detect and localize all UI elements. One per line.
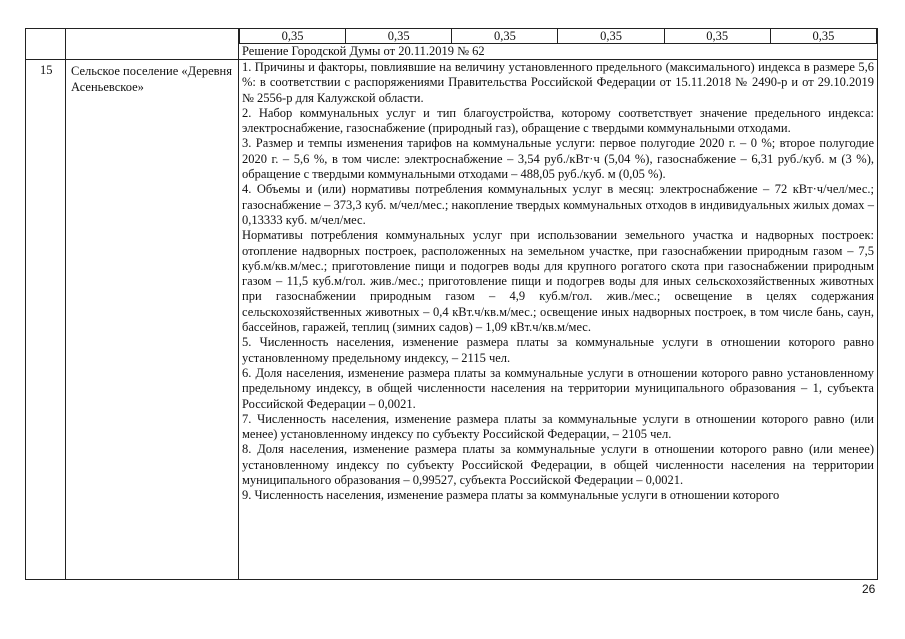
rate-value: 0,35 <box>664 29 770 44</box>
previous-row <box>26 29 878 60</box>
paragraph: 4. Объемы и (или) нормативы потребления коммунальных услуг в месяц: электроснабжение – 72 кВт·ч/чел/мес.; газоснабжение – 373,3 куб. м/чел/мес.; накопление твердых коммунальных отходов в индивидуальных жилых домах – 0,13333 куб. м/чел/мес. <box>242 182 874 227</box>
paragraph: 8. Доля населения, изменение размера платы за коммунальные услуги в отношении которого равно (или менее) установленному индексу по субъекту Российской Федерации, в общей численности населения на территории муниципального образования – 0,99527, субъекта Российской Федерации – 0,0021. <box>242 442 874 488</box>
prev-number-cell <box>26 29 66 60</box>
table-row <box>26 60 878 580</box>
prev-name-cell <box>66 29 239 60</box>
paragraph: 6. Доля населения, изменение размера платы за коммунальные услуги в отношении которого равно установленному предельному индексу, в общей численности населения на территории муниципального образования – 1, субъекта Российской Федерации – 0,0021. <box>242 365 874 411</box>
row-content <box>239 60 878 580</box>
paragraph: 1. Причины и факторы, повлиявшие на величину установленного предельного (максимального) индекса в размере 5,6 %: в соответствии с распоряжениями Правительства Российской Федерации от 15.11.2018 № 2490-р и от 29.10.2019 № 2556-р для Калужской области. <box>242 60 874 105</box>
main-table <box>25 28 878 580</box>
paragraph: 5. Численность населения, изменение размера платы за коммунальные услуги в отношении которого равно установленному предельному индексу, – 2115 чел. <box>242 335 874 365</box>
page-number: 26 <box>862 582 876 596</box>
rate-value: 0,35 <box>770 29 876 44</box>
rate-value: 0,35 <box>240 29 346 44</box>
paragraph: 2. Набор коммунальных услуг и тип благоустройства, которому соответствует значение предельного индекса: электроснабжение, газоснабжение (природный газ), обращение с твердыми коммунальными отходами. <box>242 105 874 136</box>
settlement-name: Сельское поселение «Деревня Асеньевское» <box>66 60 239 580</box>
rate-value: 0,35 <box>558 29 664 44</box>
rate-value: 0,35 <box>346 29 452 44</box>
paragraph: 9. Численность населения, изменение размера платы за коммунальные услуги в отношении которого <box>242 488 780 503</box>
row-number: 15 <box>26 60 66 580</box>
paragraph: Нормативы потребления коммунальных услуг при использовании земельного участка и надворных построек: отопление надворных построек, расположенных на земельном участке, при газоснабжении природным газом – 7,5 куб.м/кв.м/мес.; приготовление пищи и подогрев воды для крупного рогатого скота при газоснабжении природным газом – 11,5 куб.м/гол. жив./мес.; приготовление пищи и подогрев воды для иных сельскохозяйственных животных при газоснабжении природным газом – 4,9 куб.м/гол. жив./мес.; освещение в целях содержания сельскохозяйственных животных – 0,4 кВт.ч/кв.м/мес.; освещение иных надворных построек, в том числе бань, саун, бассейнов, гаражей, теплиц (зимних садов) – 1,09 кВт.ч/кв.м/мес. <box>242 228 874 335</box>
rate-value: 0,35 <box>452 29 558 44</box>
paragraph: 3. Размер и темпы изменения тарифов на коммунальные услуги: первое полугодие 2020 г. – 0 %; второе полугодие 2020 г. – 5,6 %, в том числе: электроснабжение – 3,54 руб./кВт·ч (5,04 %), газоснабжение – 6,31 руб./куб. м (3 %), обращение с твердыми коммунальными отходами – 488,05 руб./куб. м (0,05 %). <box>242 136 874 182</box>
rates-table <box>239 29 877 44</box>
decision-text: Решение Городской Думы от 20.11.2019 № 62 <box>242 44 485 58</box>
paragraph: 7. Численность населения, изменение размера платы за коммунальные услуги в отношении которого равно (или менее) установленному индексу по субъекту Российской Федерации, – 2105 чел. <box>242 411 874 442</box>
prev-content-cell <box>239 29 878 60</box>
